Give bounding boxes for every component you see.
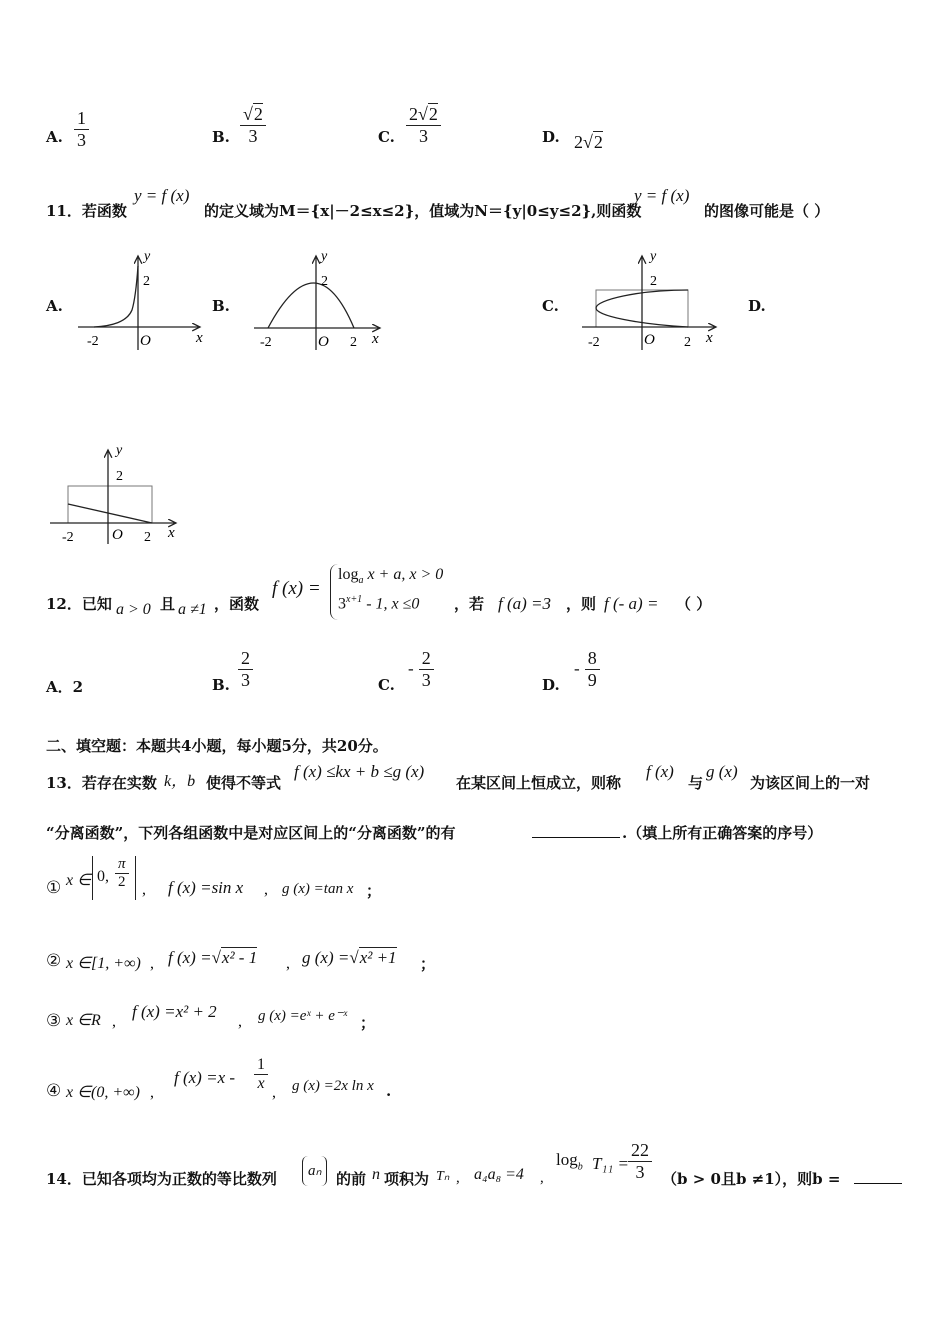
pos2-label: 2 <box>144 530 151 545</box>
interval-fraction: $\frac{\pi}{2}$ <box>115 856 129 892</box>
q13-number: 13．若存在实数 <box>46 774 157 792</box>
y-label: y <box>144 249 151 264</box>
q11-option-c-label: C. <box>542 297 559 315</box>
q13-opt2-f: f (x) =√x² - 1 <box>168 948 258 967</box>
origin-label: O <box>112 527 123 543</box>
q12-given: f (a) =3 <box>498 594 552 613</box>
ytick-label: 2 <box>116 469 123 484</box>
ytick-label: 2 <box>143 274 150 289</box>
q12-cond1: a > 0 <box>116 601 151 618</box>
x-label: x <box>196 330 203 346</box>
y-label: y <box>321 249 328 264</box>
q12-paren: （ ） <box>676 595 712 613</box>
q13-t2: 在某区间上恒成立，则称 <box>456 774 622 792</box>
origin-label: O <box>318 334 329 350</box>
curve <box>268 283 354 328</box>
ytick-label: 2 <box>321 274 328 289</box>
neg2-label: -2 <box>588 335 600 350</box>
pos2-label: 2 <box>684 335 691 350</box>
q13-opt3-g: g (x) =eˣ + e⁻ˣ <box>258 1008 348 1024</box>
q13-opt3-mark: ③ <box>46 1011 62 1030</box>
q12-ruo: ，若 <box>454 595 485 613</box>
q12-qie: 且 <box>160 595 176 613</box>
q11-text2: 的图像可能是（ ） <box>704 202 830 220</box>
y-label: y <box>650 249 657 264</box>
q12-cond2: a ≠1 <box>178 601 207 618</box>
q11-text1: 的定义域为M＝{x|－2≤x≤2}，值域为N＝{y|0≤y≤2},则函数 <box>204 202 642 220</box>
q13-opt2-domain: x ∈[1, +∞) <box>66 955 141 972</box>
q13-opt1-g: g (x) =tan x <box>282 881 354 897</box>
ytick-label: 2 <box>650 274 657 289</box>
x-label: x <box>372 331 379 347</box>
q14-n: n <box>372 1166 380 1183</box>
q13-kb: k，b <box>164 773 196 790</box>
neg2-label: -2 <box>87 334 99 349</box>
q12-ze: ，则 <box>566 595 597 613</box>
q14-t2: 项积为 <box>384 1170 430 1188</box>
q10-option-b-value: $\frac{√2}{3}$ <box>240 104 266 146</box>
q13-gx: g (x) <box>706 762 738 781</box>
q12-option-d-label: D. <box>542 676 560 694</box>
q11-graph-d <box>46 442 196 548</box>
q13-line2a: “分离函数”，下列各组函数中是对应区间上的“分离函数”的有 <box>46 824 456 842</box>
q13-opt1-mark: ① <box>46 878 62 897</box>
q11-graph-b <box>250 248 390 354</box>
q13-opt1-f: f (x) =sin x <box>168 878 244 897</box>
q14-t1: 的前 <box>336 1170 367 1188</box>
q13-opt4-g: g (x) =2x ln x <box>292 1078 374 1094</box>
q12-case1: $\log_a x + a$, x > 0 <box>338 566 444 587</box>
q12-number: 12．已知 <box>46 595 112 613</box>
q12-option-a: A．2 <box>46 678 84 696</box>
q13-opt3-end: ； <box>360 1014 376 1032</box>
q12-func-word: ，函数 <box>214 595 260 613</box>
q12-option-c-value: - $\frac{2}{3}$ <box>408 648 434 690</box>
q12-ask: f (- a) = <box>604 594 659 613</box>
section2-heading: 二、填空题：本题共4小题，每小题5分，共20分。 <box>46 737 388 755</box>
x-label: x <box>168 525 175 541</box>
curve <box>94 266 138 327</box>
q13-opt4-fraction: $\frac{1}{x}$ <box>254 1056 268 1094</box>
q11-option-a-label: A. <box>46 297 63 315</box>
origin-label: O <box>644 332 655 348</box>
q14-number: 14．已知各项均为正数的等比数列 <box>46 1170 277 1188</box>
q13-opt3-f: f (x) =x² + 2 <box>132 1002 217 1021</box>
q14-seq: aₙ <box>302 1156 327 1186</box>
q11-option-d-label: D. <box>748 297 766 315</box>
q11-graph-a <box>72 248 212 354</box>
neg2-label: -2 <box>260 335 272 350</box>
y-label: y <box>116 443 123 458</box>
neg2-label: -2 <box>62 530 74 545</box>
q12-fx: f (x) = <box>272 578 321 599</box>
q11-func1: y = f (x) <box>134 186 190 205</box>
q14-T11: T₁₁ = <box>592 1154 629 1173</box>
q13-t1: 使得不等式 <box>206 774 282 792</box>
q12-option-b-value: $\frac{2}{3}$ <box>238 648 253 690</box>
origin-label: O <box>140 333 151 349</box>
q13-opt1-domain: x ∈ <box>66 872 92 889</box>
q11-func2: y = f (x) <box>634 186 690 205</box>
q13-yu: 与 <box>688 774 704 792</box>
q11-option-b-label: B. <box>212 297 230 315</box>
q13-opt2-mark: ② <box>46 951 62 970</box>
segment <box>68 504 152 523</box>
q13-opt3-domain: x ∈R <box>66 1012 101 1029</box>
bounding-box <box>68 486 152 523</box>
q13-line2b: .（填上所有正确答案的序号） <box>622 824 823 842</box>
q11-number: 11．若函数 <box>46 202 127 220</box>
q13-fx: f (x) <box>646 762 674 781</box>
q14-fraction: $\frac{22}{3}$ <box>628 1140 652 1182</box>
q13-opt2-end: ； <box>420 955 436 973</box>
q13-opt4-mark: ④ <box>46 1081 62 1100</box>
q13-answer-blank[interactable] <box>532 823 620 838</box>
q12-option-b-label: B. <box>212 676 230 694</box>
q12-case2: $3^{x+1} - 1$, x ≤0 <box>338 594 420 613</box>
q13-opt2-g: g (x) =√x² +1 <box>302 948 397 967</box>
q11-graph-c <box>578 248 728 354</box>
q12-option-d-value: - $\frac{8}{9}$ <box>574 648 600 690</box>
q14-cond: （b > 0且b ≠1），则b = <box>662 1170 841 1188</box>
q10-option-c-value: $\frac{2√2}{3}$ <box>406 104 441 146</box>
q14-Tn: Tₙ <box>436 1169 450 1184</box>
q13-opt4-f: f (x) =x - <box>174 1068 236 1087</box>
q13-opt4-end: . <box>386 1082 392 1100</box>
q13-opt1-end: ； <box>366 882 382 900</box>
q10-option-a-value: $\frac{1}{3}$ <box>74 108 89 150</box>
q12-option-c-label: C. <box>378 676 395 694</box>
q10-option-d-label: D. <box>542 128 560 146</box>
q13-opt4-domain: x ∈(0, +∞) <box>66 1084 140 1101</box>
x-label: x <box>706 330 713 346</box>
q10-option-a-label: A. <box>46 128 63 146</box>
q10-option-b-label: B. <box>212 128 230 146</box>
pos2-label: 2 <box>350 335 357 350</box>
q14-prod: a₄a₈ =4 <box>474 1166 524 1183</box>
q13-ineq: f (x) ≤kx + b ≤g (x) <box>294 762 425 781</box>
interval-zero: 0, <box>97 868 109 885</box>
q13-t3: 为该区间上的一对 <box>750 774 871 792</box>
q13-opt1-interval <box>92 856 136 900</box>
q10-option-d-value: 2√2 <box>574 132 603 152</box>
q14-answer-blank[interactable] <box>854 1169 902 1184</box>
q10-option-c-label: C. <box>378 128 395 146</box>
q14-log: $\log_b$ <box>556 1150 583 1173</box>
